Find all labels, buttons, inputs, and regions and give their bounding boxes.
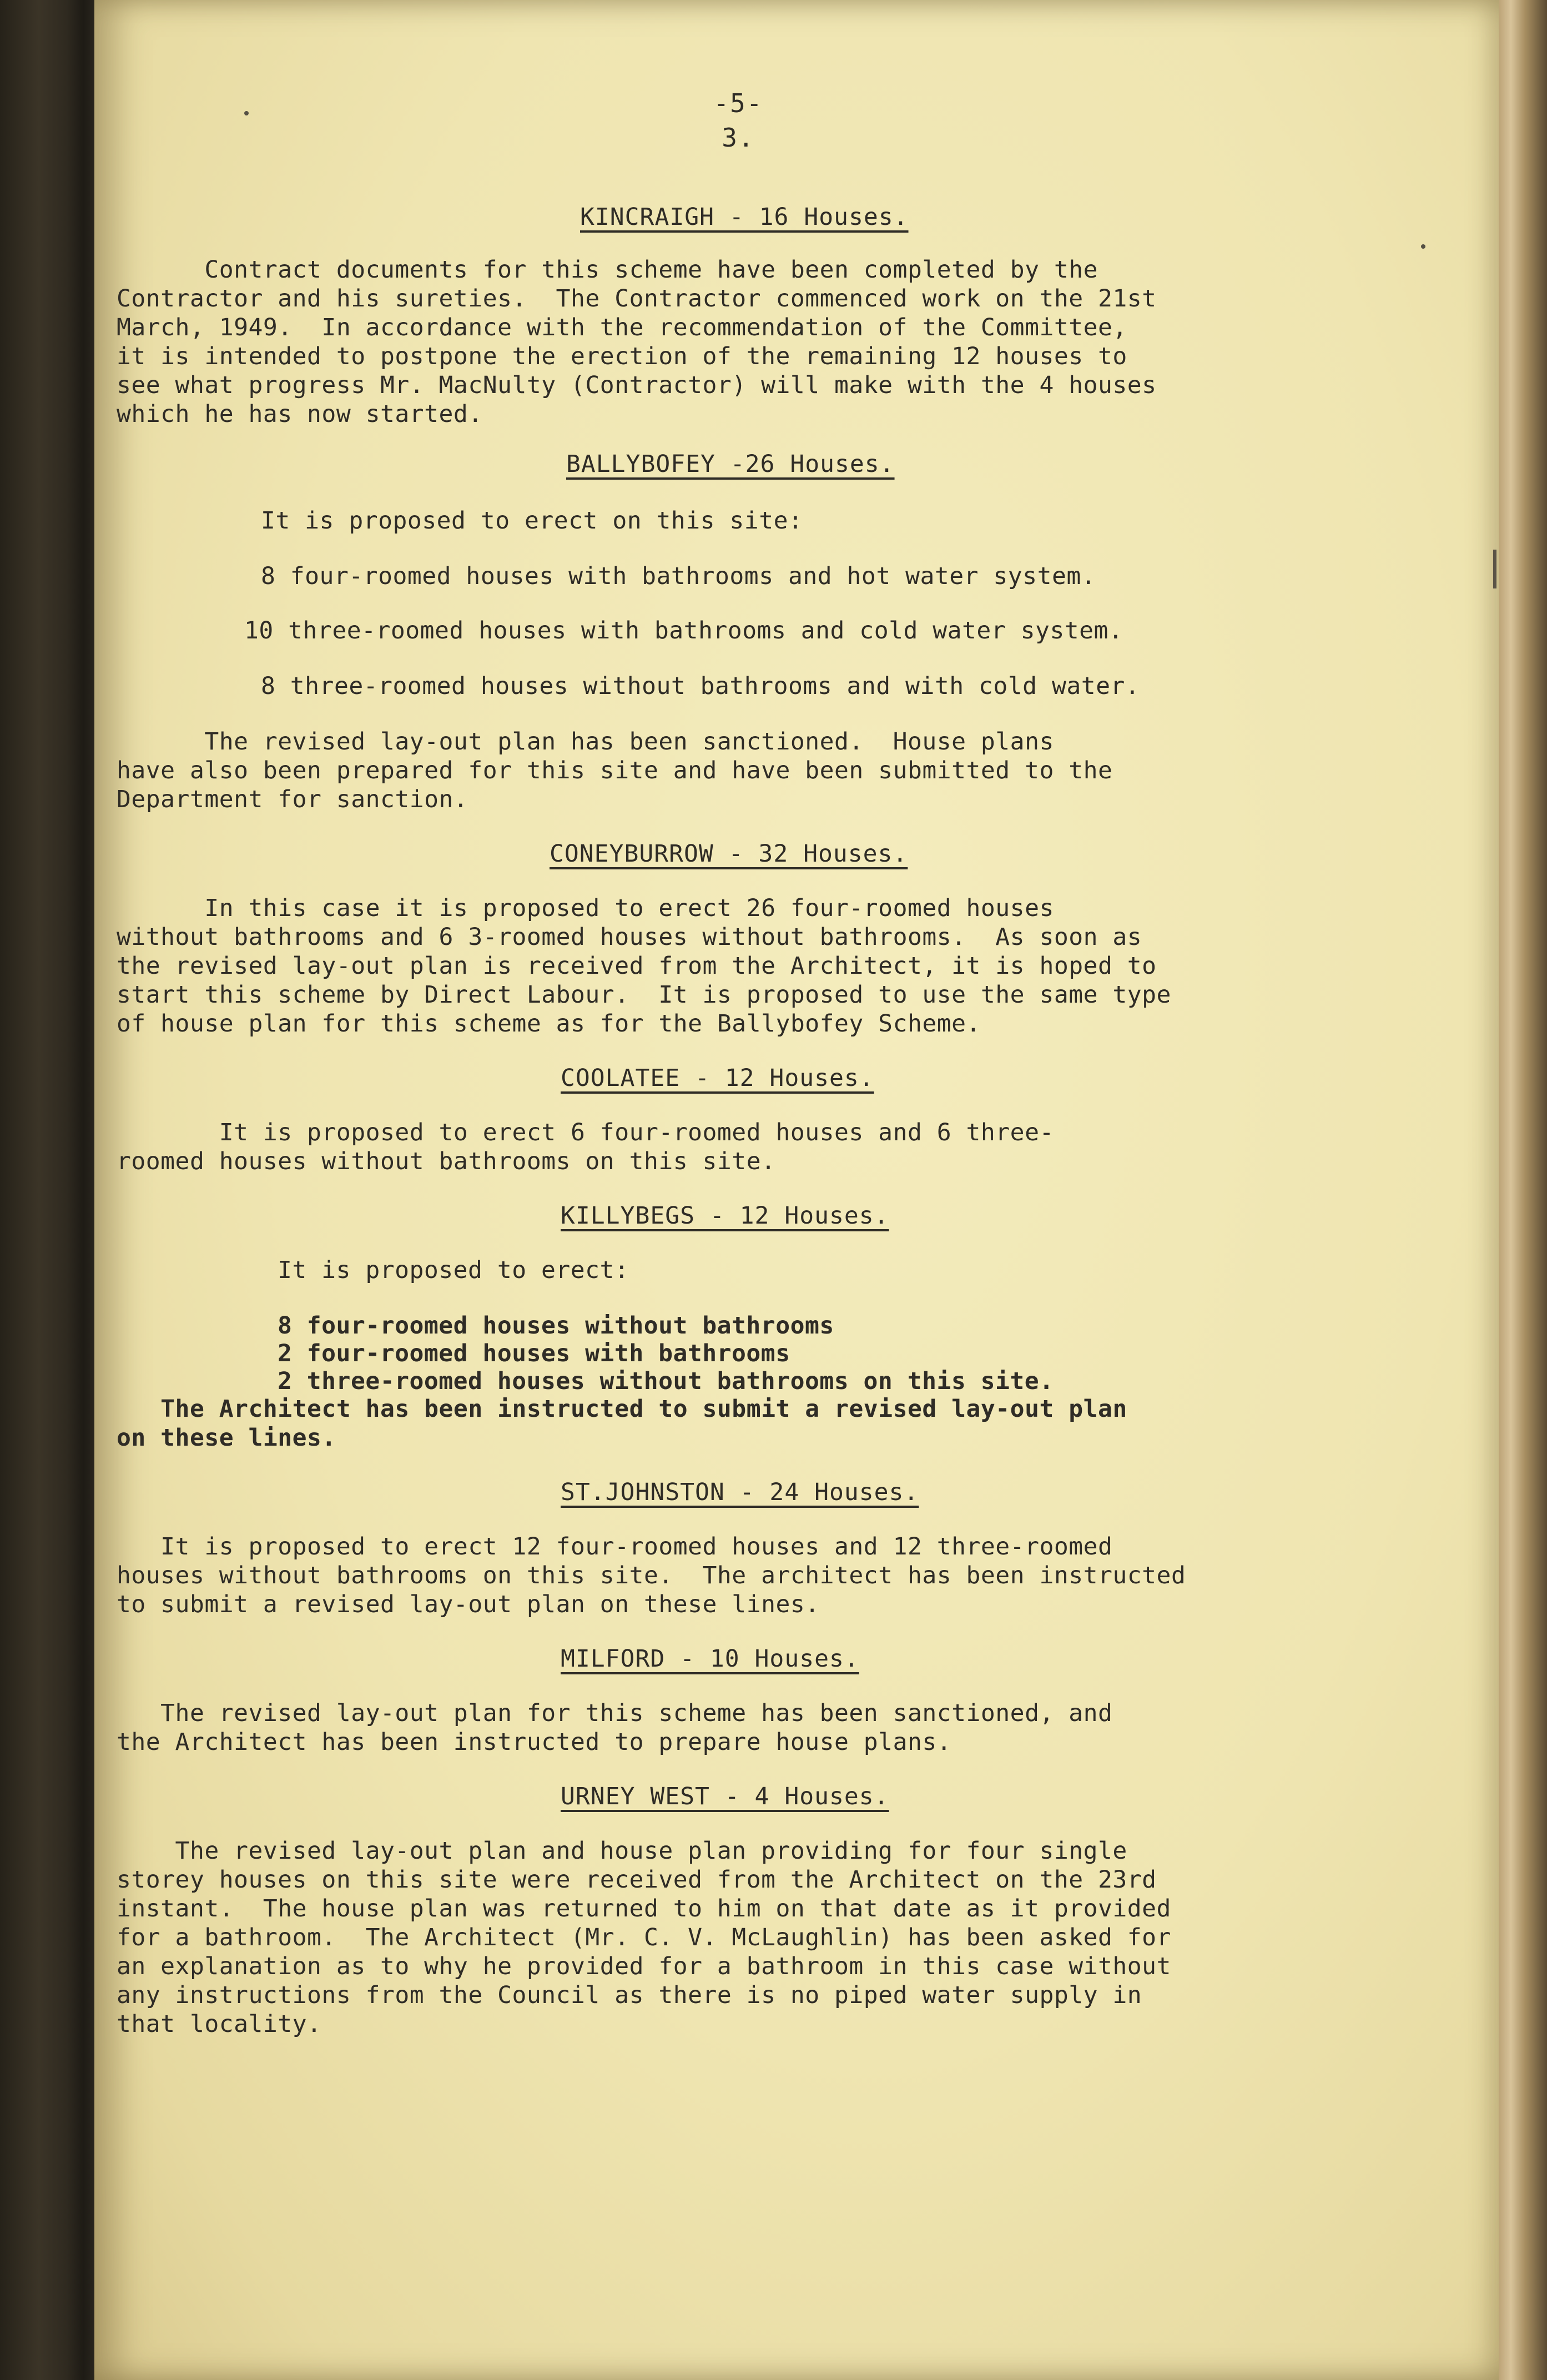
list-item: 10 three-roomed houses with bathrooms and cold water system. (244, 617, 1123, 645)
paragraph-line: have also been prepared for this site and have been submitted to the (117, 757, 1113, 784)
section-heading: BALLYBOFEY -26 Houses. (566, 450, 895, 478)
document-page (94, 0, 1499, 2380)
paragraph-line: an explanation as to why he provided for a bathroom in this case without (117, 1953, 1171, 1980)
paragraph-line: on these lines. (117, 1424, 336, 1452)
paragraph-line: The revised lay-out plan and house plan providing for four single (117, 1837, 1127, 1865)
intro-line: It is proposed to erect: (278, 1256, 629, 1284)
paragraph-line: Contract documents for this scheme have been completed by the (117, 256, 1098, 284)
paragraph-line: roomed houses without bathrooms on this site. (117, 1148, 776, 1175)
paragraph-line: any instructions from the Council as there is no piped water supply in (117, 1981, 1142, 2009)
paragraph-line: to submit a revised lay-out plan on these lines. (117, 1591, 820, 1618)
paragraph-line: without bathrooms and 6 3-roomed houses without bathrooms. As soon as (117, 923, 1142, 951)
paragraph-line: of house plan for this scheme as for the Ballybofey Scheme. (117, 1010, 981, 1038)
paragraph-line: It is proposed to erect 12 four-roomed houses and 12 three-roomed (117, 1533, 1113, 1561)
section-heading: URNEY WEST - 4 Houses. (561, 1783, 889, 1810)
paragraph-line: The revised lay-out plan for this scheme has been sanctioned, and (117, 1699, 1113, 1727)
section-heading: COOLATEE - 12 Houses. (561, 1064, 874, 1092)
section-heading: ST.JOHNSTON - 24 Houses. (561, 1478, 919, 1506)
paragraph-line: for a bathroom. The Architect (Mr. C. V. McLaughlin) has been asked for (117, 1924, 1171, 1951)
section-heading: KINCRAIGH - 16 Houses. (580, 203, 909, 231)
margin-dot (1421, 244, 1425, 249)
section-heading: MILFORD - 10 Houses. (561, 1645, 859, 1673)
list-item: 2 three-roomed houses without bathrooms on this site. (278, 1367, 1054, 1395)
margin-mark (1493, 550, 1496, 588)
paragraph-line: instant. The house plan was returned to him on that date as it provided (117, 1895, 1171, 1923)
section-heading: KILLYBEGS - 12 Houses. (561, 1202, 889, 1230)
intro-line: It is proposed to erect on this site: (261, 507, 803, 535)
paragraph-line: Contractor and his sureties. The Contractor commenced work on the 21st (117, 285, 1157, 313)
paragraph-line: it is intended to postpone the erection of the remaining 12 houses to (117, 343, 1127, 370)
list-item: 8 three-roomed houses without bathrooms and with cold water. (261, 672, 1140, 700)
paragraph-line: see what progress Mr. MacNulty (Contractor) will make with the 4 houses (117, 371, 1157, 399)
section-heading: CONEYBURROW - 32 Houses. (550, 840, 908, 868)
paragraph-line: which he has now started. (117, 400, 483, 428)
margin-dot (244, 111, 249, 115)
paragraph-line: the revised lay-out plan is received from the Architect, it is hoped to (117, 952, 1157, 980)
paragraph-line: houses without bathrooms on this site. The architect has been instructed (117, 1562, 1186, 1589)
list-item: 8 four-roomed houses with bathrooms and hot water system. (261, 562, 1096, 590)
paragraph-line: start this scheme by Direct Labour. It is proposed to use the same type (117, 981, 1171, 1009)
page-number: -5- (713, 88, 763, 118)
paragraph-line: storey houses on this site were received from the Architect on the 23rd (117, 1866, 1157, 1894)
paragraph-line: that locality. (117, 2010, 322, 2038)
paragraph-line: The Architect has been instructed to submit a revised lay-out plan (117, 1395, 1127, 1423)
paragraph-line: the Architect has been instructed to prepare house plans. (117, 1728, 952, 1756)
paragraph-line: It is proposed to erect 6 four-roomed houses and 6 three- (117, 1119, 1054, 1146)
paragraph-line: In this case it is proposed to erect 26 four-roomed houses (117, 894, 1054, 922)
paragraph-line: The revised lay-out plan has been sanctioned. House plans (117, 728, 1054, 756)
paragraph-line: March, 1949. In accordance with the recommendation of the Committee, (117, 314, 1127, 341)
paragraph-line: Department for sanction. (117, 786, 468, 813)
list-item: 2 four-roomed houses with bathrooms (278, 1340, 790, 1367)
page-number-handwritten: 3. (722, 123, 755, 153)
list-item: 8 four-roomed houses without bathrooms (278, 1312, 834, 1340)
